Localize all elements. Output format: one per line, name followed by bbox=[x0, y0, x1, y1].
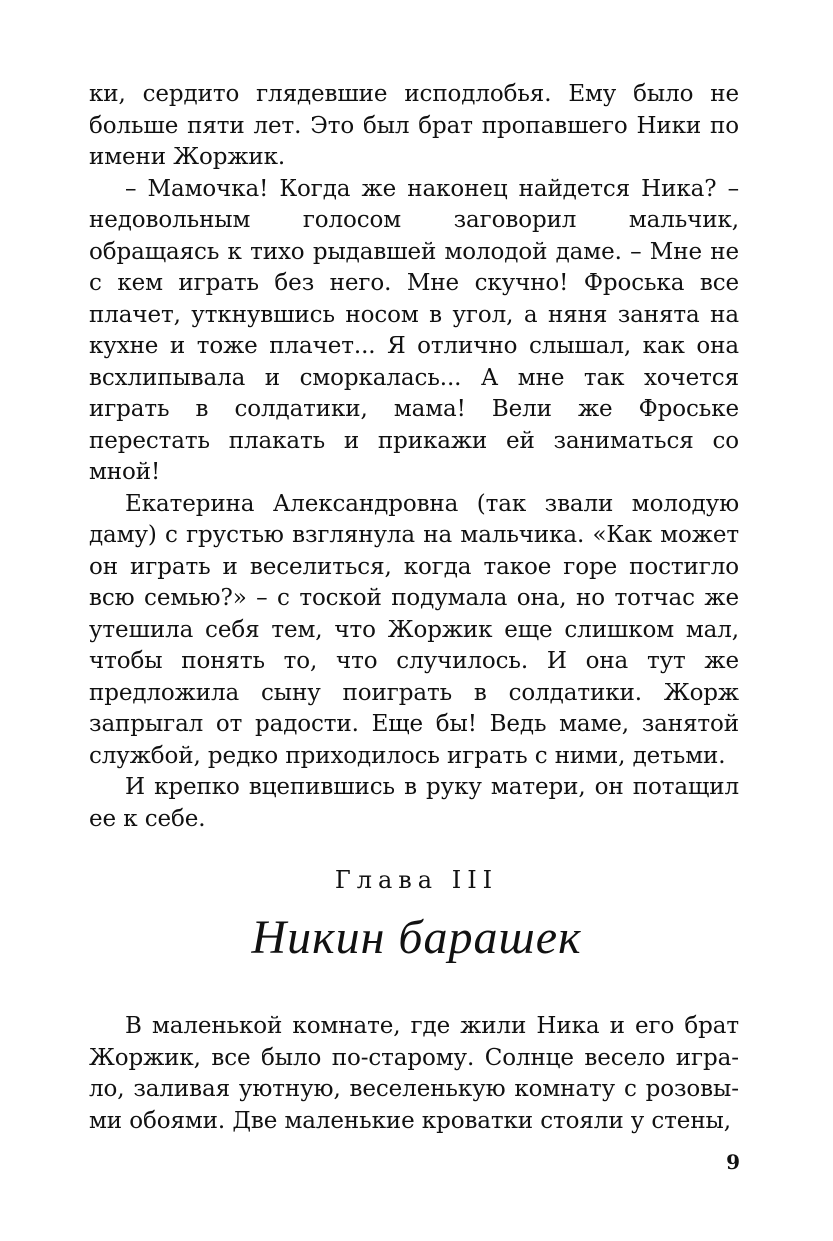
page-number: 9 bbox=[726, 1150, 740, 1174]
paragraph-george-speech: – Мамочка! Когда же наконец найдется Ника? – недовольным голосом заговорил мальчик, обращаясь к тихо рыдавшей молодой даме. – Мне не с кем играть без него. Мне скучно! Фроська все плачет, уткнувшись носом в угол, а няня занята на кухне и тоже плачет... Я отлично слышал, как она всхлипывала и сморкалась... А мне так хочется играть в солдатики, мама! Вели же Фроське перестать плакать и прикажи ей заниматься со мной! bbox=[89, 175, 739, 485]
chapter-title: Никин барашек bbox=[251, 911, 582, 964]
text-block-bottom bbox=[89, 1011, 739, 1137]
paragraph-room-description: В маленькой комнате, где жили Ника и его брат Жоржик, все было по-старому. Солнце весело играло, заливая уютную, веселенькую комнату с розовыми обоями. Две маленькие кроватки стояли у стены, bbox=[89, 1013, 739, 1134]
paragraph-mother-reaction: Екатерина Александровна (так звали молодую даму) с грустью взглянула на мальчика. «Как может он играть и веселиться, когда такое горе постигло всю семью?» – с тоской подумала она, но тотчас же утешила себя тем, что Жоржик еще слишком мал, чтобы понять то, что случилось. И она тут же предложила сыну поиграть в солдатики. Жорж запрыгал от радости. Еще бы! Ведь маме, занятой службой, редко приходилось играть с ними, детьми. bbox=[89, 490, 739, 769]
text-block-top bbox=[89, 79, 739, 835]
paragraph-continuation: ки, сердито глядевшие исподлобья. Ему было не больше пяти лет. Это был брат пропавшего Ники по имени Жоржик. bbox=[89, 81, 739, 170]
paragraph-chapter-end: И крепко вцепившись в руку матери, он потащил ее к себе. bbox=[89, 774, 739, 832]
chapter-number: Глава III bbox=[334, 866, 499, 894]
